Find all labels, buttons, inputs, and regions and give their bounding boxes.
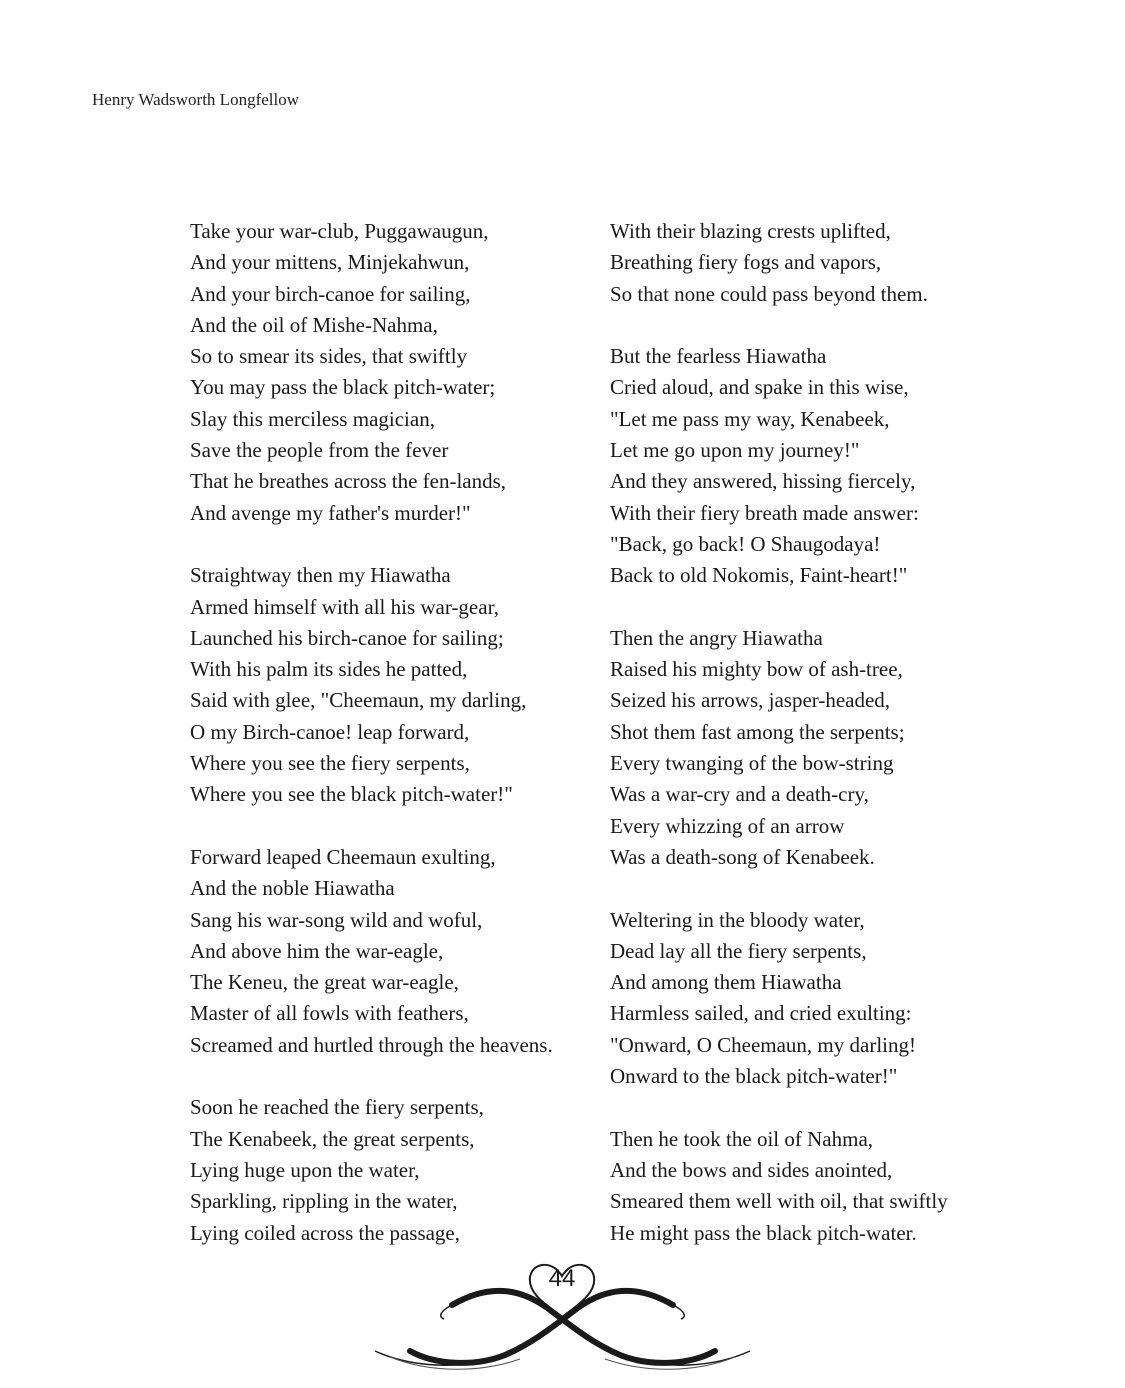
poem-line: And avenge my father's murder!" <box>190 500 471 525</box>
poem-stanza <box>610 1124 948 1249</box>
poem-line: Said with glee, "Cheemaun, my darling, <box>190 688 527 713</box>
poem-line: Where you see the black pitch-water!" <box>190 782 513 807</box>
poem-line: Launched his birch-canoe for sailing; <box>190 625 504 650</box>
poem-line: Let me go upon my journey!" <box>610 438 860 463</box>
poem-stanza <box>190 216 553 529</box>
poem-line: But the fearless Hiawatha <box>610 344 827 369</box>
poem-line: And among them Hiawatha <box>610 970 842 995</box>
poem-stanza <box>610 216 948 310</box>
poem-line: He might pass the black pitch-water. <box>610 1220 917 1245</box>
page-number: 44 <box>548 1265 576 1292</box>
poem-line: That he breathes across the fen-lands, <box>190 469 507 494</box>
poem-line: Save the people from the fever <box>190 438 449 463</box>
poem-stanza <box>610 623 948 873</box>
poem-line: Dead lay all the fiery serpents, <box>610 938 867 963</box>
running-header-author: Henry Wadsworth Longfellow <box>92 90 299 109</box>
poem-line: Every twanging of the bow-string <box>610 751 894 776</box>
poem-line: Smeared them well with oil, that swiftly <box>610 1189 948 1214</box>
poem-line: Then he took the oil of Nahma, <box>610 1126 874 1151</box>
poem-line: Seized his arrows, jasper-headed, <box>610 688 891 713</box>
poem-line: And they answered, hissing fiercely, <box>610 469 916 494</box>
poem-line: Every whizzing of an arrow <box>610 813 845 838</box>
poem-line: Shot them fast among the serpents; <box>610 719 905 744</box>
poem-line: Breathing fiery fogs and vapors, <box>610 250 882 275</box>
poem-line: And the noble Hiawatha <box>190 876 395 901</box>
poem-line: Sparkling, rippling in the water, <box>190 1189 458 1214</box>
poem-line: Armed himself with all his war-gear, <box>190 594 499 619</box>
poem-stanza <box>190 1092 553 1248</box>
poem-line: Was a war-cry and a death-cry, <box>610 782 869 807</box>
poem-line: Weltering in the bloody water, <box>610 907 865 932</box>
poem-line: Then the angry Hiawatha <box>610 625 823 650</box>
poem-line: Slay this merciless magician, <box>190 406 435 431</box>
poem-line: Forward leaped Cheemaun exulting, <box>190 844 496 869</box>
poem-line: And your mittens, Minjekahwun, <box>190 250 470 275</box>
poem-stanza <box>190 842 553 1061</box>
poem-line: Raised his mighty bow of ash-tree, <box>610 657 903 682</box>
poem-line: Master of all fowls with feathers, <box>190 1001 469 1026</box>
poem-stanza <box>610 905 948 1093</box>
poem-line: And the bows and sides anointed, <box>610 1157 893 1182</box>
poem-column-right <box>610 216 948 1280</box>
poem-line: And the oil of Mishe-Nahma, <box>190 312 438 337</box>
poem-line: With his palm its sides he patted, <box>190 657 468 682</box>
poem-line: Back to old Nokomis, Faint-heart!" <box>610 563 908 588</box>
poem-stanza <box>190 560 553 810</box>
poem-line: Straightway then my Hiawatha <box>190 563 451 588</box>
poem-line: Harmless sailed, and cried exulting: <box>610 1001 912 1026</box>
poem-line: Where you see the fiery serpents, <box>190 751 470 776</box>
poem-line: Soon he reached the fiery serpents, <box>190 1095 484 1120</box>
poem-line: Onward to the black pitch-water!" <box>610 1064 898 1089</box>
poem-line: Screamed and hurtled through the heavens. <box>190 1032 553 1057</box>
poem-line: Sang his war-song wild and woful, <box>190 907 483 932</box>
poem-line: And above him the war-eagle, <box>190 938 444 963</box>
poem-line: So to smear its sides, that swiftly <box>190 344 468 369</box>
poem-line: The Kenabeek, the great serpents, <box>190 1126 475 1151</box>
poem-line: Lying huge upon the water, <box>190 1157 420 1182</box>
poem-line: "Back, go back! O Shaugodaya! <box>610 531 881 556</box>
poem-line: With their fiery breath made answer: <box>610 500 919 525</box>
poem-line: Lying coiled across the passage, <box>190 1220 461 1245</box>
poem-line: And your birch-canoe for sailing, <box>190 281 471 306</box>
poem-line: "Let me pass my way, Kenabeek, <box>610 406 890 431</box>
poem-line: Take your war-club, Puggawaugun, <box>190 219 489 243</box>
poem-column-left <box>190 216 553 1280</box>
poem-line: With their blazing crests uplifted, <box>610 219 891 243</box>
poem-line: O my Birch-canoe! leap forward, <box>190 719 470 744</box>
poem-stanza <box>610 341 948 591</box>
poem-line: Cried aloud, and spake in this wise, <box>610 375 909 400</box>
poem-line: So that none could pass beyond them. <box>610 281 928 306</box>
poem-line: "Onward, O Cheemaun, my darling! <box>610 1032 916 1057</box>
poem-line: You may pass the black pitch-water; <box>190 375 496 400</box>
poem-line: The Keneu, the great war-eagle, <box>190 970 459 995</box>
poem-line: Was a death-song of Kenabeek. <box>610 844 875 869</box>
